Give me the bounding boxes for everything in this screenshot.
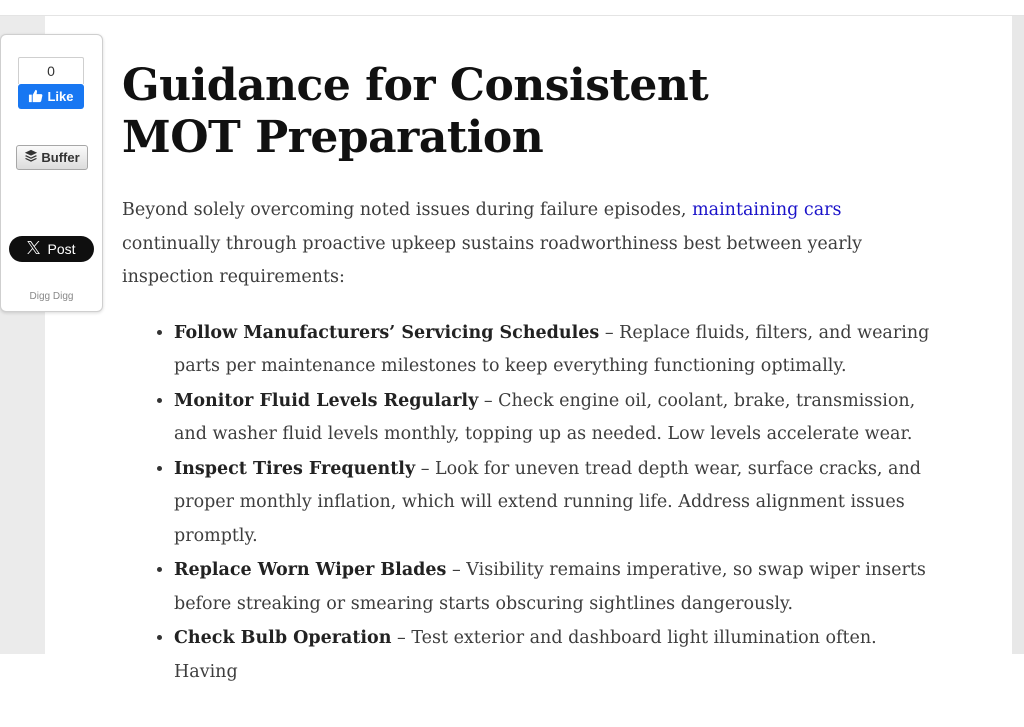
facebook-like-label: Like xyxy=(47,89,74,104)
list-item xyxy=(174,316,942,384)
x-logo-icon xyxy=(27,241,40,257)
tip-heading: Inspect Tires Frequently xyxy=(174,458,416,479)
list-item xyxy=(174,621,942,689)
facebook-like-count: 0 xyxy=(18,57,84,84)
digg-digg-label: Digg Digg xyxy=(29,291,74,302)
list-item xyxy=(174,384,942,452)
floating-share-bar xyxy=(0,34,103,312)
tip-heading: Follow Manufacturers’ Servicing Schedules xyxy=(174,322,600,343)
maintaining-cars-link[interactable]: maintaining cars xyxy=(692,200,842,220)
intro-text-end: continually through proactive upkeep sustains roadworthiness best between yearly inspection requirements: xyxy=(122,233,863,287)
x-post-label: Post xyxy=(47,241,76,257)
article-intro xyxy=(122,194,934,295)
tip-heading: Monitor Fluid Levels Regularly xyxy=(174,390,479,411)
tip-text: – Replace fluids, filters, and wearing parts per maintenance milestones to keep everything functioning optimally. xyxy=(174,322,930,376)
tip-heading: Check Bulb Operation xyxy=(174,628,392,648)
tip-text: – Look for uneven tread depth wear, surface cracks, and proper monthly inflation, which will extend running life. Address alignment issues promptly. xyxy=(174,458,921,546)
thumbs-up-icon xyxy=(28,88,43,106)
tip-text: – Check engine oil, coolant, brake, transmission, and washer fluid levels monthly, topping up as needed. Low levels accelerate wear. xyxy=(174,390,916,444)
list-item xyxy=(174,452,942,554)
facebook-like-button[interactable] xyxy=(18,84,84,109)
buffer-share-button[interactable] xyxy=(16,145,88,170)
article xyxy=(122,60,942,689)
maintenance-tips-list xyxy=(122,316,942,690)
tip-text: – Test exterior and dashboard light illumination often. Having xyxy=(174,628,877,682)
list-item xyxy=(174,553,942,621)
x-post-button[interactable] xyxy=(9,236,94,262)
buffer-label: Buffer xyxy=(41,150,80,165)
tip-text: – Visibility remains imperative, so swap wiper inserts before streaking or smearing starts obscuring sightlines dangerously. xyxy=(174,560,926,614)
buffer-stack-icon xyxy=(24,149,38,166)
tip-heading: Replace Worn Wiper Blades xyxy=(174,560,447,580)
article-title: Guidance for Consistent MOT Preparation xyxy=(122,60,709,163)
intro-text-start: Beyond solely overcoming noted issues during failure episodes, xyxy=(122,200,693,220)
page-scrollbar[interactable] xyxy=(1012,16,1024,654)
